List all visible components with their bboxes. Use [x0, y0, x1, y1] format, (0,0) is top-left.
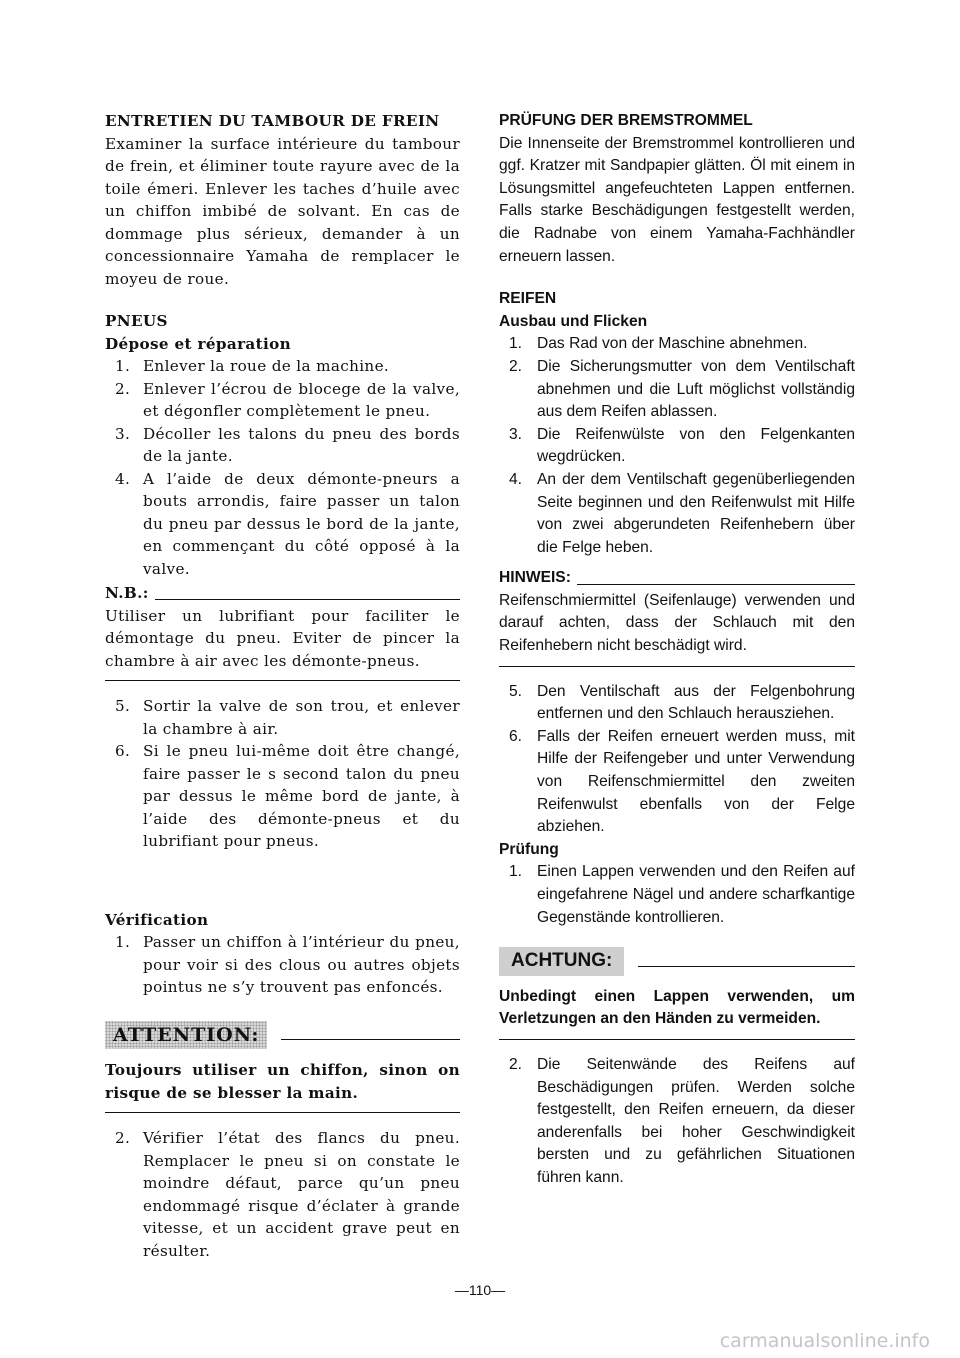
list-item [499, 861, 855, 929]
list-item-text: Das Rad von der Maschine abnehmen. [537, 335, 808, 353]
caution-label: ACHTUNG: [499, 947, 624, 976]
list-item [499, 356, 855, 424]
list-item-number: 2. [509, 1055, 523, 1073]
list-item [105, 1127, 460, 1262]
page-number: —110— [454, 1282, 506, 1298]
list-item-text: A l’aide de deux démonte-pneurs a bouts arrondis, faire passer un talon du pneu par dessus le bord de la jante, en commençant du côté opposé à la valve. [143, 469, 460, 578]
list-item-text: Die Sicherungsmutter von dem Ventilschaft abnehmen und die Luft möglichst vollständig aus dem Reifen ablassen. [537, 357, 855, 421]
list-item [105, 423, 460, 468]
list-item-number: 2. [115, 379, 131, 398]
caution-text: Toujours utiliser un chiffon, sinon on risque de se blesser la main. [105, 1061, 460, 1102]
check-subheading: Vérification [105, 910, 209, 929]
list-item-text: An der dem Ventilschaft gegenüberliegenden Seite beginnen und den Reifenwulst mit Hilfe von zwei abgerundeten Reifenhebern über die Felge heben. [537, 470, 855, 556]
french-column [105, 110, 460, 1262]
list-item-number: 1. [509, 335, 523, 353]
check-steps-list-continued [499, 1054, 855, 1190]
list-item-text: Si le pneu lui-même doit être changé, faire passer le s second talon du pneu par dessus le même bord de jante, à l’aide des démonte-pneus et du lubrifiant pour pneus. [143, 742, 460, 850]
drum-inspection-heading: PRÜFUNG DER BREMSTROMMEL [499, 112, 753, 129]
note-text: Utiliser un lubrifiant pour faciliter le démontage du pneu. Eviter de pincer la chambre à air avec les démonte-pneus. [105, 606, 460, 670]
tires-heading: REIFEN [499, 290, 557, 308]
caution-text: Unbedingt einen Lappen verwenden, um Verletzungen an den Händen zu vermeiden. [499, 987, 855, 1028]
list-item-text: Vérifier l’état des flancs du pneu. Remplacer le pneu si on constate le moindre défaut, parce qu’un pneu endommagé risque d’éclater à grande vitesse, et un accident grave peut en résulter. [143, 1129, 460, 1260]
note-text: Reifenschmiermittel (Seifenlauge) verwenden und darauf achten, dass der Schlauch mit den Reifenhebern nicht beschädigt wird. [499, 591, 855, 655]
list-item-number: 5. [509, 682, 523, 700]
note-header [105, 582, 460, 605]
removal-subheading: Ausbau und Flicken [499, 312, 648, 330]
watermark-text: carmanualsonline.info [719, 1330, 930, 1352]
note-label: HINWEIS: [499, 569, 571, 587]
list-item-text: Den Ventilschaft aus der Felgenbohrung entfernen und den Schlauch herausziehen. [537, 682, 855, 723]
list-item [499, 469, 855, 559]
list-item-number: 4. [509, 470, 523, 488]
tires-heading: PNEUS [105, 312, 168, 330]
removal-steps-list [105, 355, 460, 580]
list-item-number: 1. [509, 863, 523, 881]
caution-rule [638, 966, 855, 967]
list-item-number: 2. [509, 357, 523, 375]
removal-steps-list-continued [499, 681, 855, 839]
list-item-text: Einen Lappen verwenden und den Reifen auf eingefahrene Nägel und andere scharfkantige Gegenstände kontrollieren. [537, 863, 855, 926]
list-item-text: Sortir la valve de son trou, et enlever la chambre à air. [143, 697, 460, 738]
list-item [499, 424, 855, 469]
note-header [499, 567, 855, 590]
check-subheading: Prüfung [499, 840, 559, 858]
list-item-number: 6. [509, 727, 523, 745]
list-item [105, 355, 460, 378]
drum-maintenance-heading: ENTRETIEN DU TAMBOUR DE FREIN [105, 112, 440, 130]
list-item-number: 1. [115, 357, 131, 375]
list-item-text: Die Seitenwände des Reifens auf Beschädigungen prüfen. Werden solche festgestellt, den Reifen erneuern, da dieser anderenfalls bei hoher Geschwindigkeit bersten und zu gefährlichen Situationen führen kann. [537, 1055, 855, 1186]
list-item-number: 3. [115, 424, 131, 443]
list-item [499, 1054, 855, 1190]
list-item-number: 6. [115, 742, 131, 760]
check-steps-list [105, 931, 460, 999]
list-item [105, 695, 460, 740]
list-item [105, 378, 460, 423]
caution-rule [281, 1039, 460, 1040]
note-rule [155, 599, 460, 600]
caution-header [499, 947, 855, 976]
list-item-number: 4. [115, 469, 131, 488]
caution-header [105, 1021, 460, 1050]
list-item-number: 2. [115, 1129, 131, 1147]
list-item-text: Enlever la roue de la machine. [143, 357, 390, 375]
list-item [499, 333, 855, 356]
list-item [499, 681, 855, 726]
removal-subheading: Dépose et réparation [105, 334, 291, 353]
list-item-text: Passer un chiffon à l’intérieur du pneu, pour voir si des clous ou autres objets pointus ne s’y trouvent pas enfoncés. [143, 933, 460, 996]
caution-end-rule [499, 1039, 855, 1040]
caution-end-rule [105, 1112, 460, 1113]
note-label: N.B.: [105, 584, 149, 602]
list-item [105, 931, 460, 999]
german-column [499, 110, 855, 1190]
list-item [105, 740, 460, 853]
list-item-number: 3. [509, 425, 523, 443]
list-item [499, 726, 855, 839]
list-item-text: Enlever l’écrou de blocege de la valve, et dégonfler complètement le pneu. [143, 379, 460, 420]
drum-inspection-text: Die Innenseite der Bremstrommel kontrollieren und ggf. Kratzer mit Sandpapier glätten. Öl mit einem in Lösungsmittel angefeuchteten Lappen entfernen. Falls starke Beschädigungen festgestellt werden, die Radnabe von einem Yamaha-Fachhändler erneuern lassen. [499, 134, 855, 265]
list-item [105, 468, 460, 581]
list-item-text: Falls der Reifen erneuert werden muss, mit Hilfe der Reifengeber und unter Verwendung von Reifenschmiermittel den zweiten Reifenwulst ebenfalls von der Felge abziehen. [537, 727, 855, 836]
list-item-number: 1. [115, 933, 131, 951]
caution-label: ATTENTION: [105, 1021, 267, 1050]
removal-steps-list [499, 333, 855, 559]
removal-steps-list-continued [105, 695, 460, 853]
note-end-rule [499, 666, 855, 667]
list-item-text: Die Reifenwülste von den Felgenkanten wegdrücken. [537, 425, 855, 466]
list-item-number: 5. [115, 697, 131, 715]
note-end-rule [105, 680, 460, 681]
list-item-text: Décoller les talons du pneu des bords de la jante. [143, 424, 460, 465]
check-steps-list-continued [105, 1127, 460, 1262]
drum-maintenance-text: Examiner la surface intérieure du tambour de frein, et éliminer toute rayure avec de la toile émeri. Enlever les taches d’huile avec un chiffon imbibé de solvant. En cas de dommage plus sérieux, demander à un concessionnaire Yamaha de remplacer le moyeu de roue. [105, 134, 460, 288]
note-rule [577, 584, 855, 585]
check-steps-list [499, 861, 855, 929]
